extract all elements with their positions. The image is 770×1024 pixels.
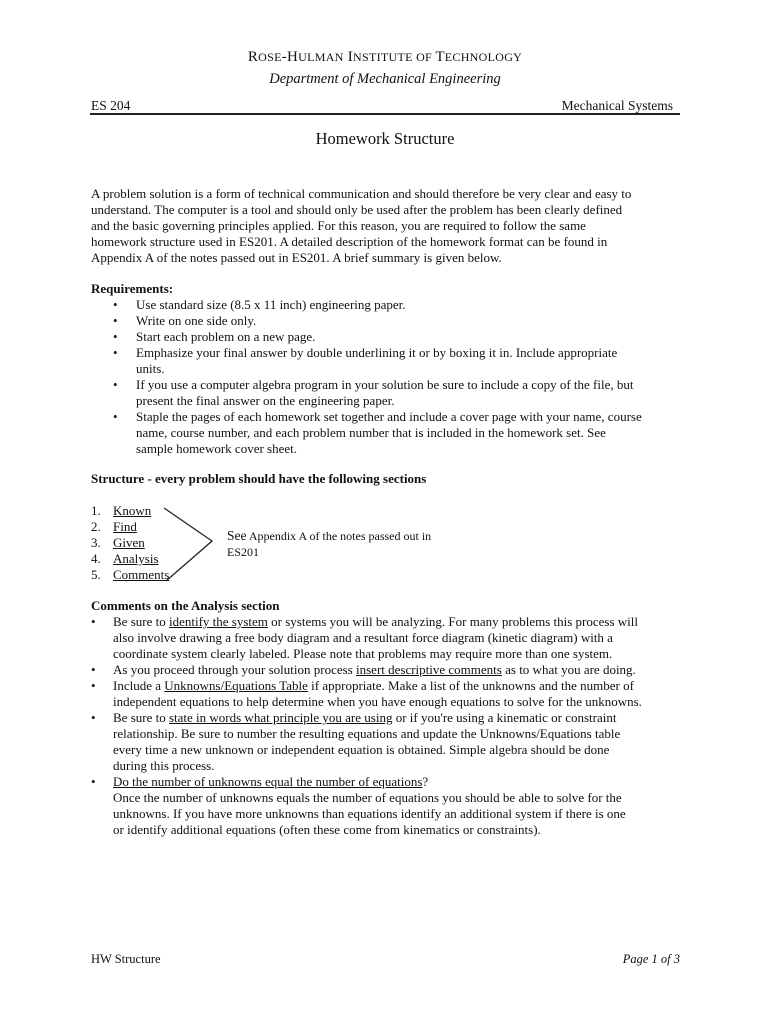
list-item: • Be sure to identify the system or systems you will be analyzing. For many problems this process will also involve drawing a free body diagram and a resultant force diagram (kinetic diagram) with a coordinate system clearly labeled. Please note that problems may require more than one system. xyxy=(91,614,638,661)
institution-name: ROSE-HULMAN INSTITUTE OF TECHNOLOGY xyxy=(247,49,523,65)
step-label: Known xyxy=(113,503,152,518)
page-number: Page 1 of 3 xyxy=(622,952,680,966)
bullet-icon: • xyxy=(91,662,96,677)
bullet-icon: • xyxy=(113,297,118,312)
department-name: Department of Mechanical Engineering xyxy=(269,71,501,87)
bullet-icon: • xyxy=(91,774,96,789)
structure-heading: Structure - every problem should have the following sections xyxy=(91,471,427,486)
step-item: 2. Find xyxy=(91,519,137,534)
step-item: 5. Comments xyxy=(91,567,170,582)
course-name: Mechanical Systems xyxy=(561,98,673,113)
step-label: Analysis xyxy=(113,551,159,566)
appendix-note: See Appendix A of the notes passed out in ES201 xyxy=(227,528,432,559)
list-item: • Staple the pages of each homework set together and include a cover page with your name, course name, course number, and each problem number that is included in the homework set. See sample homework cover sheet. xyxy=(113,409,642,456)
list-item: • Do the number of unknowns equal the number of equations? Once the number of unknowns equals the number of equations you should be able to solve for the unknowns. If you have more unknowns than equations identify an additional system if there is one or identify additional equations (often these come from kinematics or constraints). xyxy=(91,774,626,837)
step-label: Given xyxy=(113,535,145,550)
intro-line: understand. The computer is a tool and should only be used after the problem has been clearly defined xyxy=(91,202,623,217)
bullet-icon: • xyxy=(113,329,118,344)
intro-paragraph xyxy=(91,186,677,266)
intro-line: A problem solution is a form of technical communication and should therefore be very clear and easy to xyxy=(91,186,632,201)
requirements-list xyxy=(113,297,679,457)
list-item: • Include a Unknowns/Equations Table if appropriate. Make a list of the unknowns and the number of independent equations to help determine when you have enough equations to solve for the unknowns. xyxy=(91,678,642,709)
page-title: Homework Structure xyxy=(315,129,455,148)
list-item: • Start each problem on a new page. xyxy=(113,329,316,344)
bullet-icon: • xyxy=(113,377,118,392)
bullet-icon: • xyxy=(113,345,118,360)
intro-line: and the basic governing principles applied. For this reason, you are required to follow the same xyxy=(91,218,586,233)
list-item: • As you proceed through your solution process insert descriptive comments as to what you are doing. xyxy=(91,662,636,677)
intro-line: Appendix A of the notes passed out in ES201. A brief summary is given below. xyxy=(91,250,502,265)
structure-steps xyxy=(91,503,169,583)
list-item: • Write on one side only. xyxy=(113,313,257,328)
course-code: ES 204 xyxy=(91,98,131,113)
bullet-icon: • xyxy=(113,313,118,328)
comments-list xyxy=(91,614,683,838)
list-item: • Use standard size (8.5 x 11 inch) engineering paper. xyxy=(113,297,406,312)
step-item: 4. Analysis xyxy=(91,551,159,566)
bullet-icon: • xyxy=(113,409,118,424)
intro-line: homework structure used in ES201. A detailed description of the homework format can be found in xyxy=(91,234,608,249)
step-label: Find xyxy=(113,519,137,534)
step-item: 1. Known xyxy=(91,503,152,518)
step-label: Comments xyxy=(113,567,170,582)
bullet-icon: • xyxy=(91,710,96,725)
list-item: • If you use a computer algebra program in your solution be sure to include a copy of the file, but present the final answer on the engineering paper. xyxy=(113,377,634,408)
list-item: • Emphasize your final answer by double underlining it or by boxing it in. Include appropriate units. xyxy=(113,345,618,376)
step-item: 3. Given xyxy=(91,535,145,550)
bullet-icon: • xyxy=(91,614,96,629)
requirements-heading: Requirements: xyxy=(91,281,174,296)
comments-heading: Comments on the Analysis section xyxy=(91,598,280,613)
header-divider xyxy=(90,113,680,115)
list-item: • Be sure to state in words what principle you are using or if you're using a kinematic or constraint relationship. Be sure to number the resulting equations and update the Unknowns/Equations table every time a new unknown or independent equation is obtained. Simple algebra should be done during this process. xyxy=(91,710,621,773)
footer-title: HW Structure xyxy=(91,952,161,966)
bullet-icon: • xyxy=(91,678,96,693)
bracket-icon xyxy=(160,503,220,585)
